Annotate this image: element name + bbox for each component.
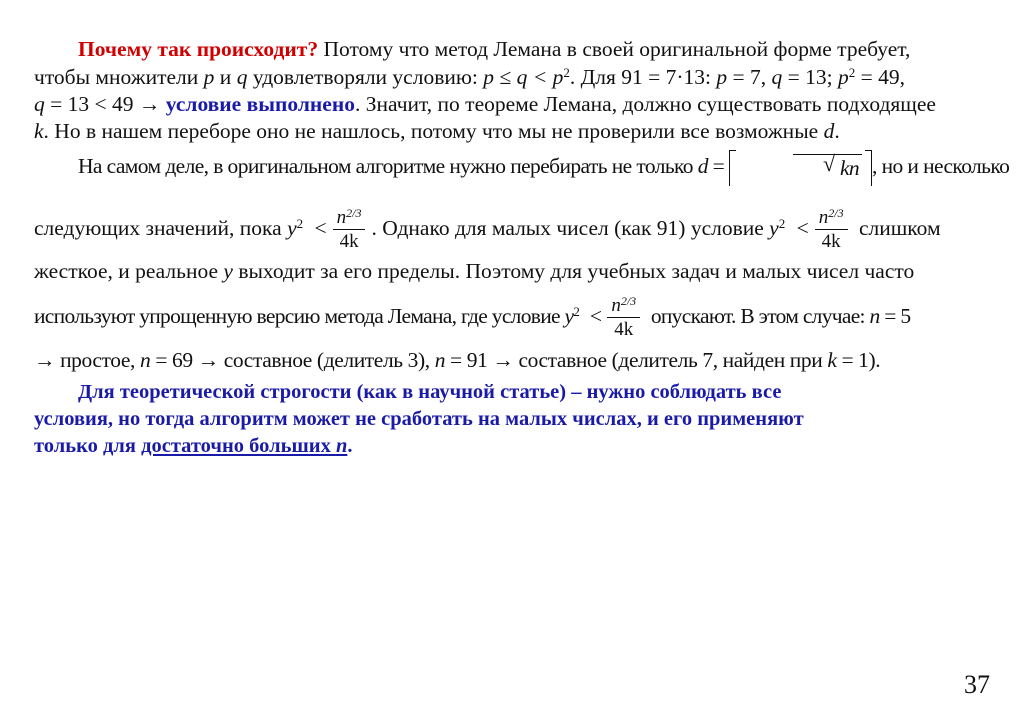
p1-line1: Почему так происходит? Потому что метод Лемана в своей оригинальной форме требует, — [78, 37, 911, 61]
p3-line3: только для достаточно больших n. — [34, 435, 353, 457]
fraction: $\frac{n^{2/3}}{4k}$ — [607, 295, 640, 342]
fraction: $\frac{n^{2/3}}{4k}$ — [333, 207, 366, 254]
ceiling-sqrt-formula: √ kn — [729, 150, 872, 186]
p2-line1: На самом деле, в оригинальном алгоритме нужно перебирать не только d = √ kn , но и несколько — [34, 150, 994, 186]
question-heading: Почему так происходит? — [78, 37, 319, 61]
p2-line5: → простое, n = 69 → составное (делитель 3), n = 91 → составное (делитель 7, найден при k = 1). — [34, 348, 881, 372]
inequality-formula: $y^2$ < — [769, 216, 809, 240]
p3-line2: условия, но тогда алгоритм может не сработать на малых числах, и его применяют — [34, 408, 804, 430]
p2-line4: используют упрощенную версию метода Лемана, где условие $y^2$ < $\frac{n^{2/3}}{4k}$ опускают. В этом случае: n = 5 — [34, 293, 911, 340]
emphasis-underline: достаточно больших n — [141, 435, 348, 457]
fraction: $\frac{n^{2/3}}{4k}$ — [815, 207, 848, 254]
inequality-formula: $y^2$ < — [564, 304, 602, 328]
p2-line3: жесткое, и реальное y выходит за его пределы. Поэтому для учебных задач и малых чисел часто — [34, 259, 915, 283]
p1-line3: q = 13 < 49 → условие выполнено. Значит, по теореме Лемана, должно существовать подходящее — [34, 92, 936, 116]
inequality-formula: $y^2$ < — [287, 216, 327, 240]
p3-line1: Для теоретической строгости (как в научной статье) – нужно соблюдать все — [78, 381, 782, 403]
p1-line2: чтобы множители p и q удовлетворяли условию: $p \le q < p^2$. Для 91 = 7·13: p = 7, q = 13; $p^2 = 49$, — [34, 65, 906, 89]
condition-met-highlight: условие выполнено — [165, 92, 355, 116]
p2-line2: следующих значений, пока $y^2$ < $\frac{n^{2/3}}{4k}$ . Однако для малых чисел (как 91) условие $y^2$ < $\frac{n^{2/3}}{4k}$ слишком — [34, 205, 941, 252]
p1-line4: k. Но в нашем переборе оно не нашлось, потому что мы не проверили все возможные d. — [34, 119, 840, 143]
page-number: 37 — [964, 670, 990, 699]
